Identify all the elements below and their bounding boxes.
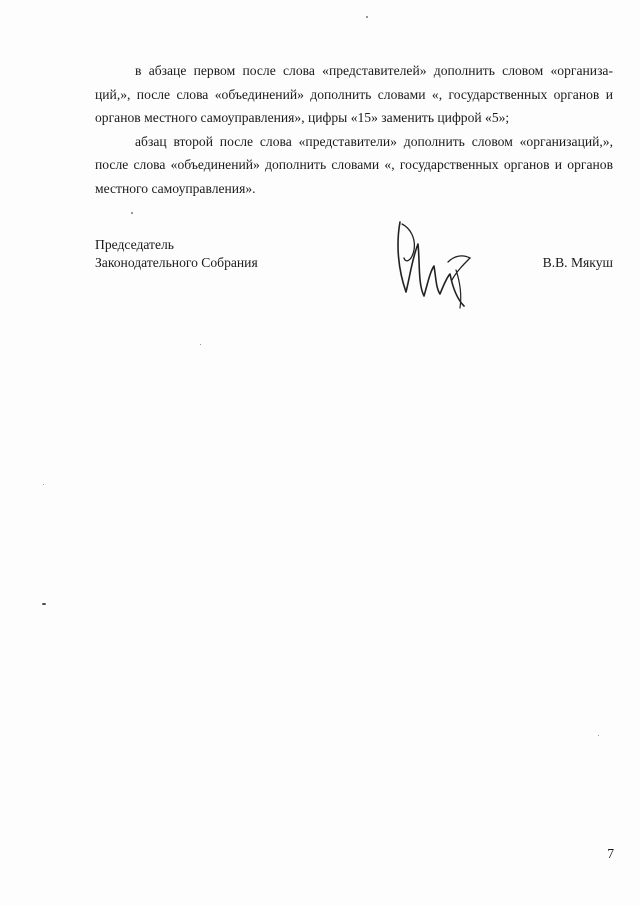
signer-title-line-1: Председатель: [95, 237, 174, 252]
signature-block: [95, 236, 613, 272]
handwritten-signature: [390, 214, 480, 310]
document-body: [95, 59, 613, 200]
paragraph-2: абзац второй после слова «представители» дополнить словом «организаций,», после слова «объединений» дополнить словами «, государственных органов и органов местного самоуправления».: [95, 133, 613, 196]
scan-speck: [200, 344, 201, 345]
paragraph-1: в абзаце первом после слова «представителей» дополнить словом «организа-ций,», после слова «объединений» дополнить словами «, государственных органов и органов местного самоуправления», цифры «15» заменить цифрой «5»;: [95, 63, 613, 125]
scan-speck: [598, 735, 599, 736]
scan-speck: [131, 212, 133, 214]
signer-title-line-2: Законодательного Собрания: [95, 255, 258, 270]
scan-speck: [366, 16, 368, 18]
scan-speck: [43, 484, 44, 485]
signer-name: В.В. Мякуш: [542, 255, 613, 270]
page-number: 7: [607, 846, 614, 861]
scan-speck: [42, 603, 46, 605]
